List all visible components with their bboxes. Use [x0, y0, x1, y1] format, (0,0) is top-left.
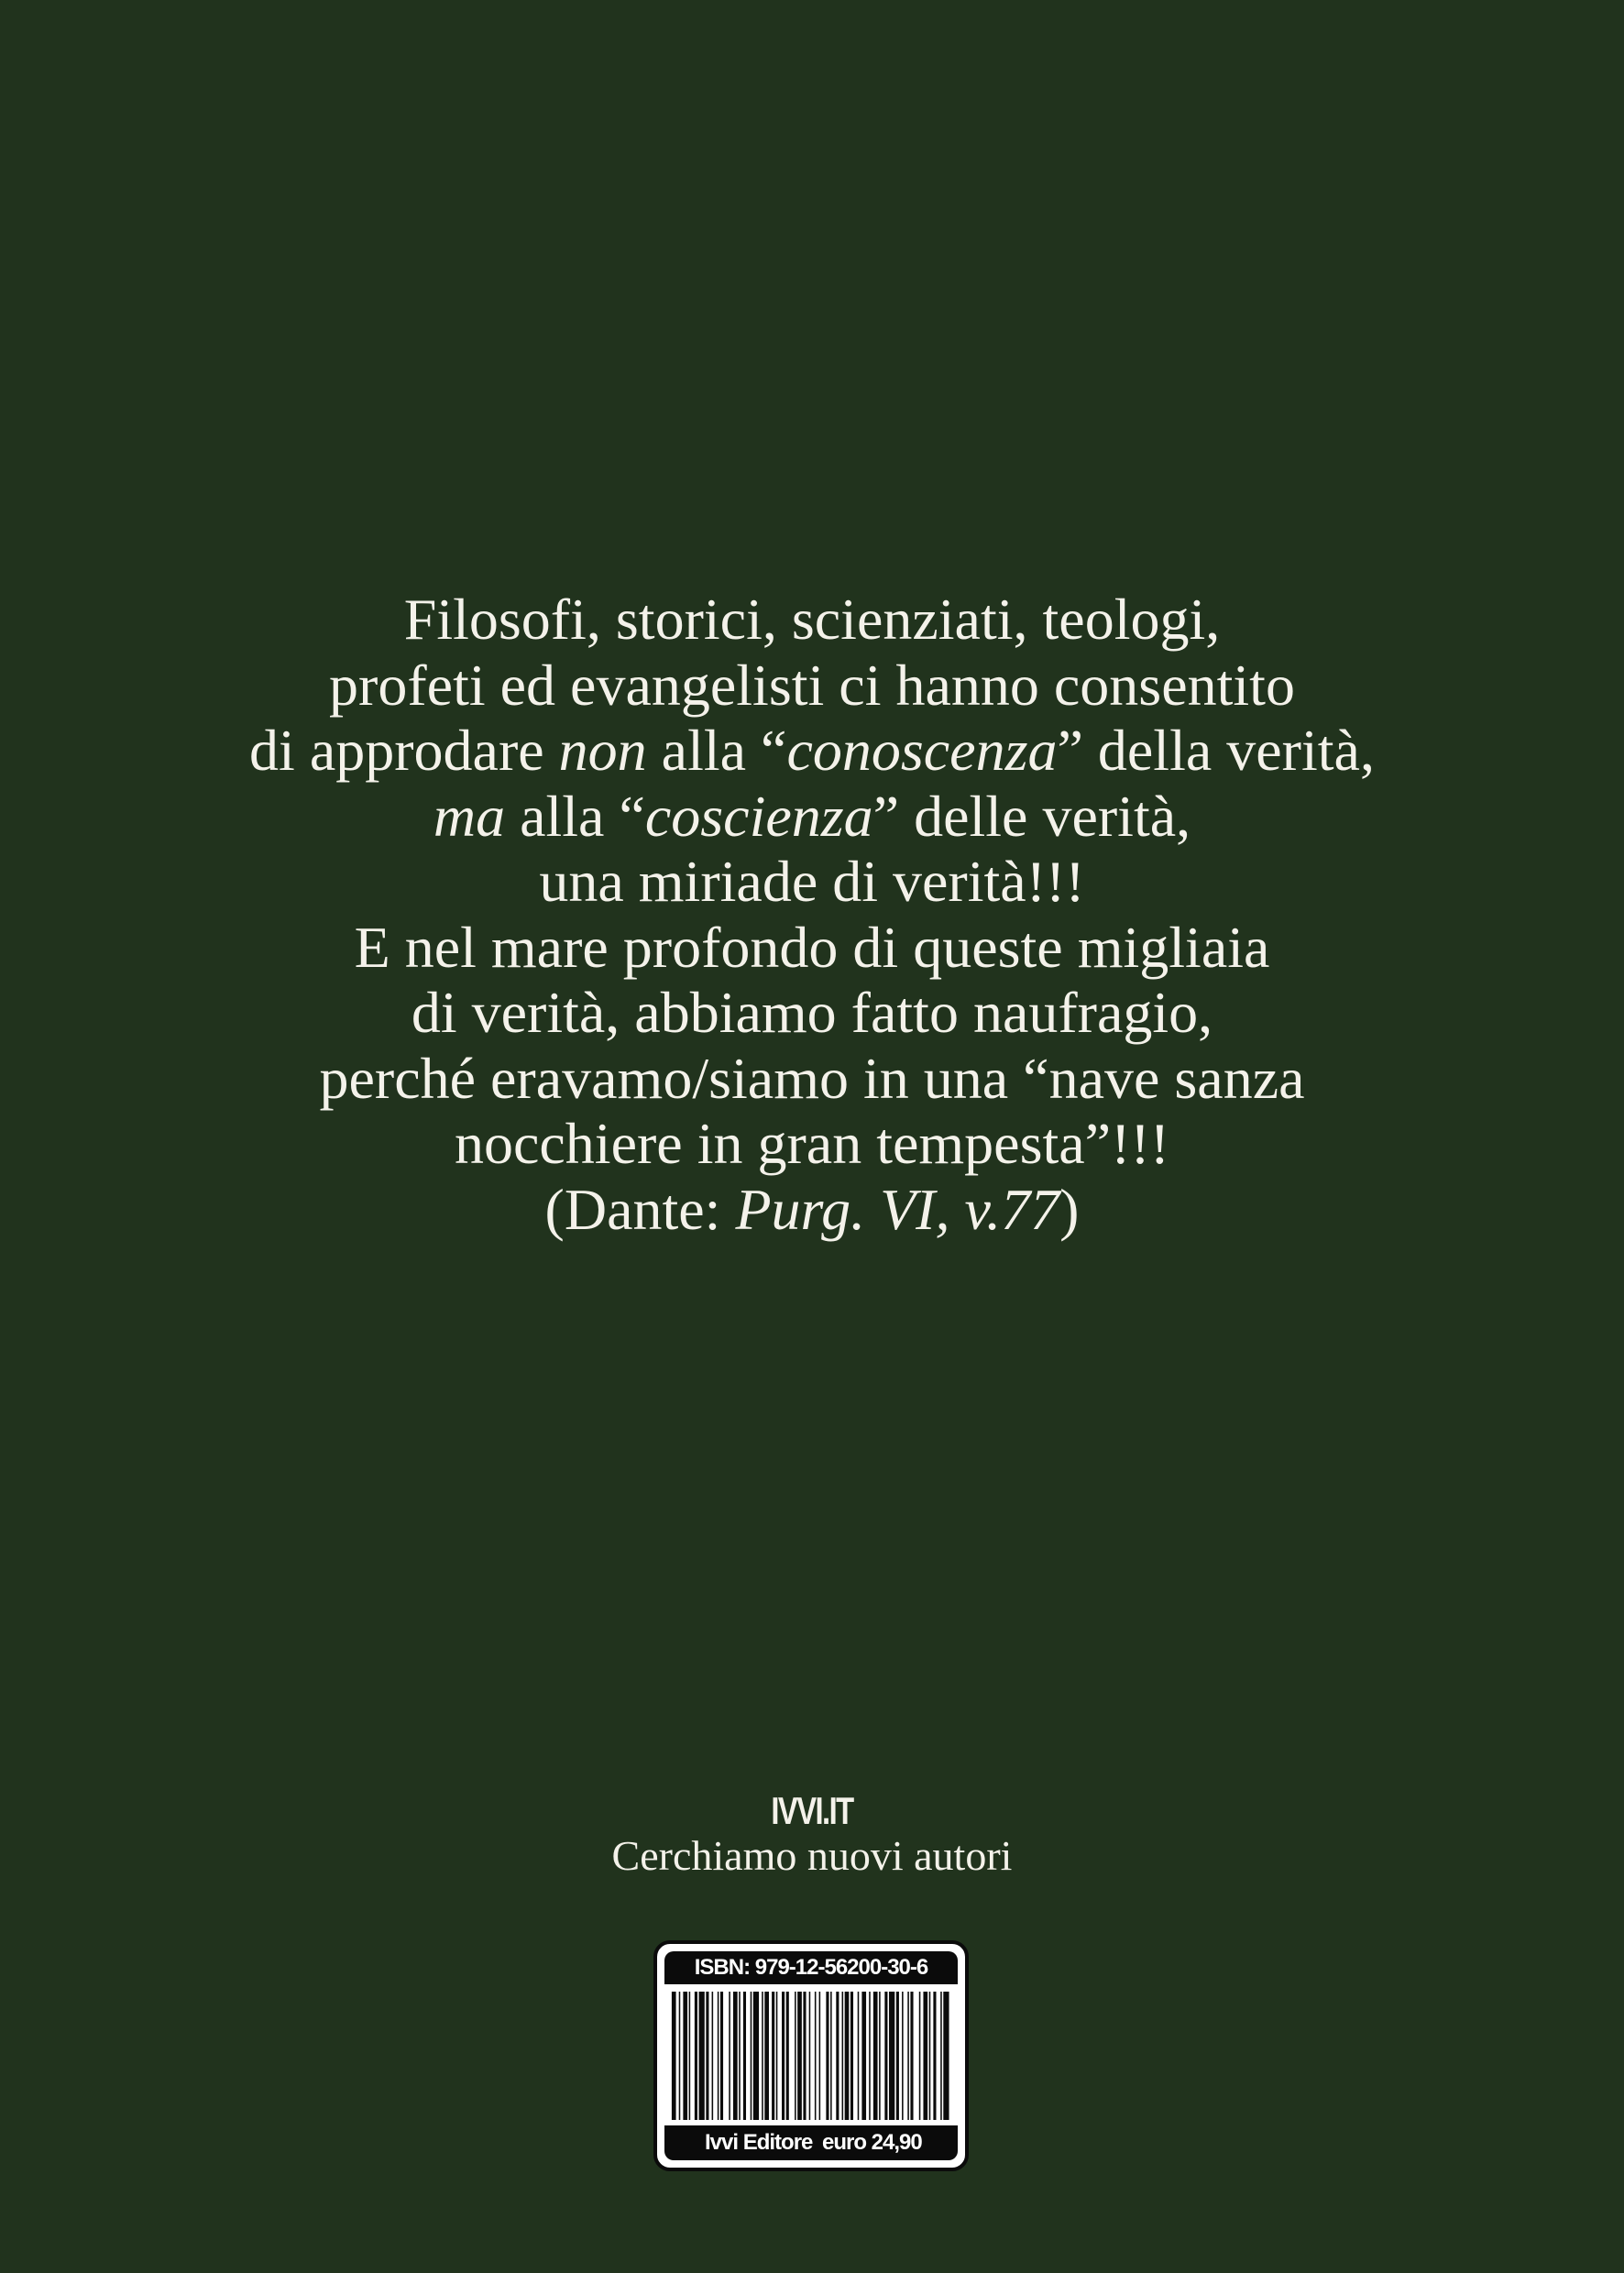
barcode-bar [907, 1992, 909, 2120]
blurb-line-6: E nel mare profondo di queste migliaia [354, 914, 1270, 980]
barcode-bar [743, 1992, 746, 2120]
barcode-bar [929, 1992, 931, 2120]
barcode-bar [739, 1992, 741, 2120]
blurb-line-4 [0, 784, 1624, 850]
barcode-bar [896, 1992, 899, 2120]
barcode-bar [845, 1992, 850, 2120]
barcode-bar [695, 1992, 697, 2120]
publisher-site: IVVI.IT [771, 1789, 853, 1832]
barcode-bar [672, 1992, 676, 2120]
blurb-line-7: di verità, abbiamo fatto naufragio, [411, 980, 1213, 1045]
barcode-bar [762, 1992, 763, 2120]
barcode-bar [869, 1992, 871, 2120]
blurb-line-9: nocchiere in gran tempesta”!!! [454, 1111, 1170, 1176]
barcode-bar [826, 1992, 828, 2120]
barcode-bar [772, 1992, 774, 2120]
isbn-label: ISBN: 979-12-56200-30-6 [664, 1951, 958, 1984]
barcode-bar [884, 1992, 887, 2120]
blurb-text: ” delle verità, [872, 783, 1191, 849]
barcode-bar [933, 1992, 936, 2120]
barcode-bar [679, 1992, 681, 2120]
blurb-text: ) [1059, 1176, 1080, 1242]
blurb-text: (Dante: [544, 1176, 736, 1242]
barcode-bar [919, 1992, 921, 2120]
blurb-line-3 [0, 718, 1624, 784]
barcode-publisher: Ivvi Editore [705, 2130, 813, 2155]
blurb-text: di approdare [249, 718, 559, 783]
barcode-bar [809, 1992, 811, 2120]
barcode-bar [751, 1992, 752, 2120]
barcode-bar [683, 1992, 687, 2120]
barcode-bar [842, 1992, 844, 2120]
back-cover-blurb [0, 587, 1624, 1242]
barcode-bar [858, 1992, 860, 2120]
barcode-bar [879, 1992, 881, 2120]
barcode-bar [733, 1992, 738, 2120]
isbn-barcode-box [653, 1940, 969, 2171]
barcode-bars [668, 1992, 954, 2120]
blurb-line-1: Filosofi, storici, scienziati, teologi, [403, 587, 1221, 652]
barcode-bar [689, 1992, 691, 2120]
blurb-italic: non [558, 718, 647, 783]
barcode-bar [902, 1992, 904, 2120]
barcode-bar [819, 1992, 821, 2120]
barcode-bar [786, 1992, 789, 2120]
barcode-bar [943, 1992, 949, 2120]
barcode-bar [910, 1992, 913, 2120]
barcode-bar [815, 1992, 817, 2120]
barcode-footer [664, 2125, 958, 2160]
barcode-bar [830, 1992, 832, 2120]
barcode-bar [729, 1992, 730, 2120]
barcode-bar [889, 1992, 894, 2120]
blurb-line-5: una miriade di verità!!! [539, 849, 1085, 914]
blurb-text: alla “ [505, 783, 645, 849]
barcode-graphic [668, 1992, 954, 2120]
barcode-bar [836, 1992, 839, 2120]
barcode-bar [850, 1992, 853, 2120]
blurb-text: alla “ [646, 718, 787, 783]
barcode-bar [776, 1992, 778, 2120]
barcode-bar [753, 1992, 759, 2120]
blurb-line-8: perché eravamo/siamo in una “nave sanza [319, 1045, 1305, 1111]
blurb-citation [0, 1177, 1624, 1243]
barcode-bar [797, 1992, 802, 2120]
barcode-bar [764, 1992, 769, 2120]
publisher-tagline: Cerchiamo nuovi autori [611, 1832, 1013, 1879]
barcode-bar [718, 1992, 719, 2120]
barcode-bar [782, 1992, 785, 2120]
barcode-bar [940, 1992, 942, 2120]
barcode-bar [861, 1992, 866, 2120]
barcode-bar [712, 1992, 714, 2120]
blurb-italic: conoscenza [786, 718, 1058, 783]
blurb-line-2: profeti ed evangelisti ci hanno consentito [329, 652, 1295, 718]
barcode-bar [923, 1992, 927, 2120]
barcode-bar [706, 1992, 708, 2120]
barcode-bar [873, 1992, 878, 2120]
blurb-text: ” della verità, [1057, 718, 1375, 783]
barcode-bar [795, 1992, 796, 2120]
barcode-bar [699, 1992, 705, 2120]
barcode-bar [720, 1992, 723, 2120]
blurb-italic: ma [433, 783, 506, 849]
barcode-bar [803, 1992, 806, 2120]
blurb-italic: Purg. VI, v.77 [735, 1176, 1060, 1242]
blurb-italic: coscienza [644, 783, 873, 849]
barcode-price: euro 24,90 [822, 2130, 922, 2155]
